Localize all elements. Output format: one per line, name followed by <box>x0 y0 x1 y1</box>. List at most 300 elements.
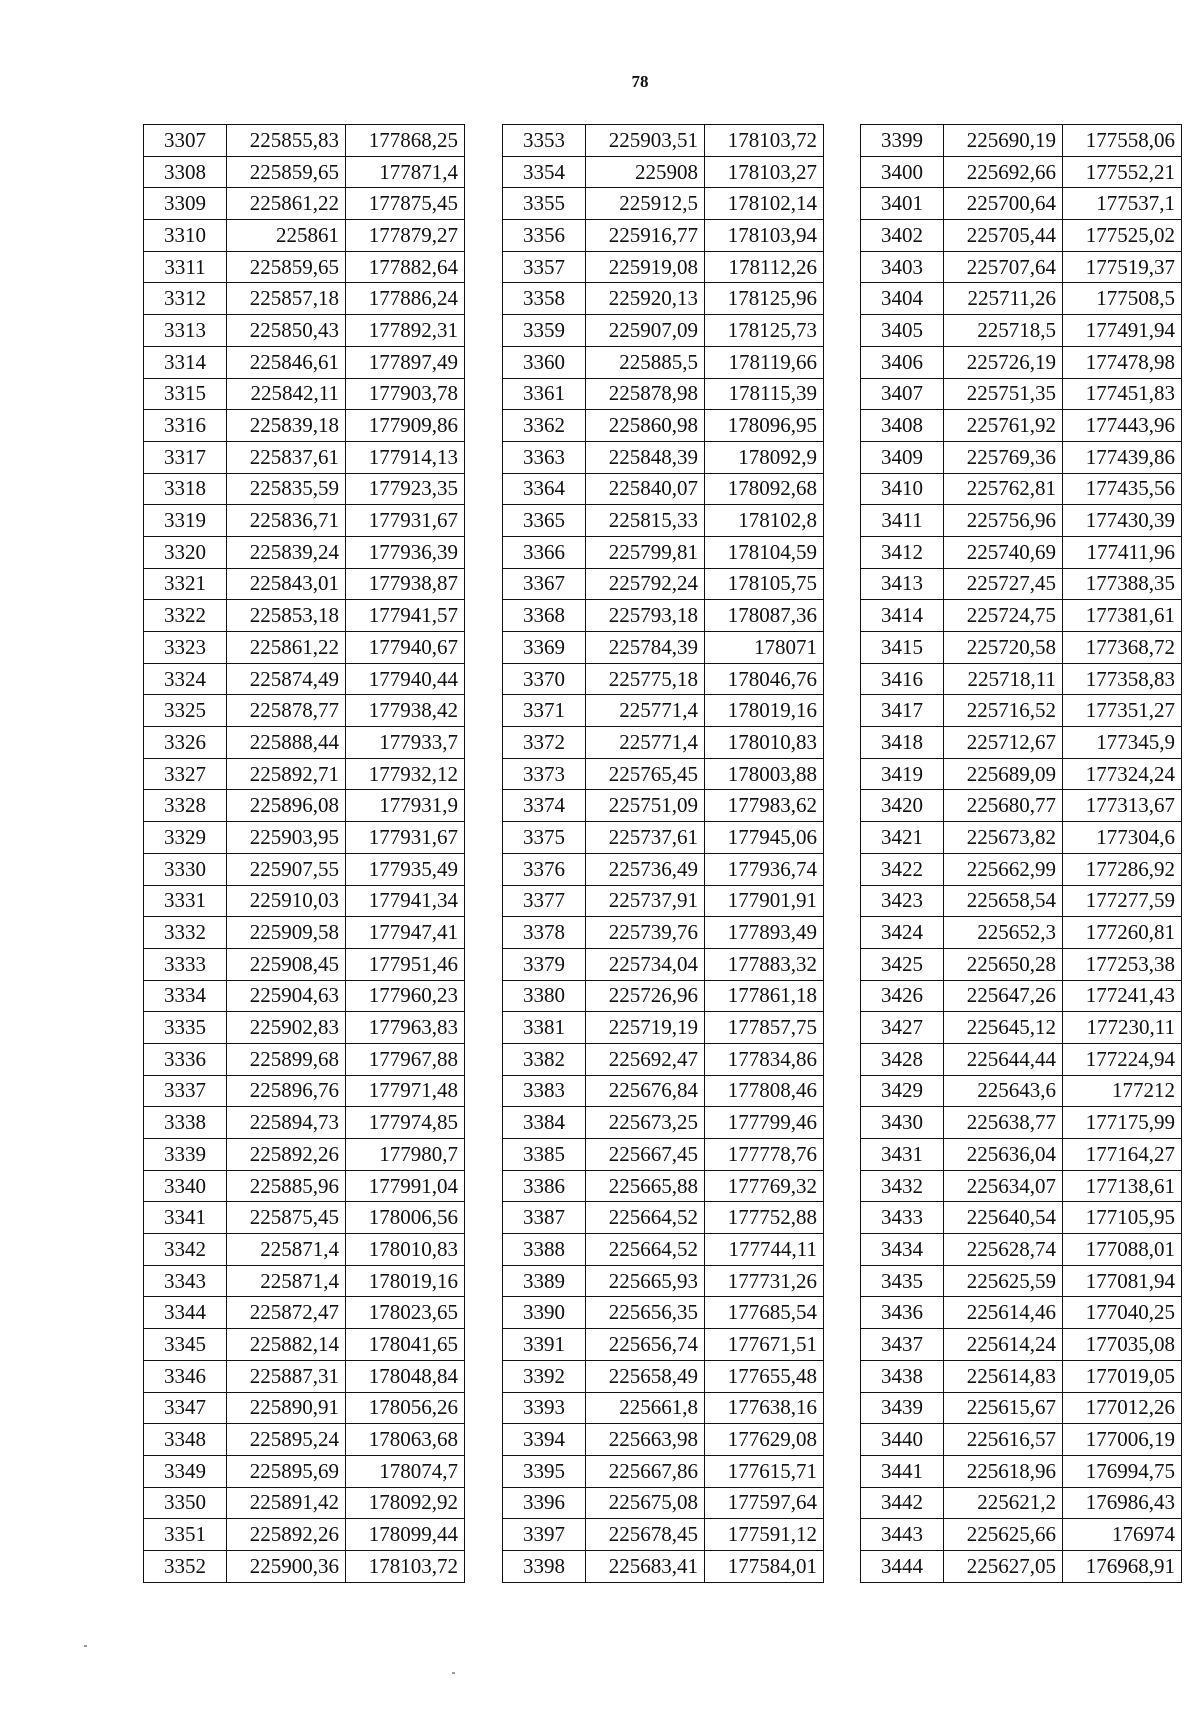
x-coordinate-cell: 225614,24 <box>944 1329 1063 1361</box>
y-coordinate-cell: 178104,59 <box>705 536 824 568</box>
y-coordinate-cell: 177882,64 <box>346 251 465 283</box>
point-number-cell: 3406 <box>861 346 944 378</box>
x-coordinate-cell: 225891,42 <box>227 1487 346 1519</box>
y-coordinate-cell: 177941,34 <box>346 885 465 917</box>
y-coordinate-cell: 177019,05 <box>1063 1360 1182 1392</box>
point-number-cell: 3424 <box>861 917 944 949</box>
table-row <box>861 822 1182 854</box>
y-coordinate-cell: 177175,99 <box>1063 1107 1182 1139</box>
y-coordinate-cell: 177552,21 <box>1063 156 1182 188</box>
point-number-cell: 3379 <box>503 948 586 980</box>
y-coordinate-cell: 178092,68 <box>705 473 824 505</box>
point-number-cell: 3321 <box>144 568 227 600</box>
point-number-cell: 3407 <box>861 378 944 410</box>
y-coordinate-cell: 177537,1 <box>1063 188 1182 220</box>
point-number-cell: 3326 <box>144 727 227 759</box>
table-row <box>144 1297 465 1329</box>
y-coordinate-cell: 178046,76 <box>705 663 824 695</box>
x-coordinate-cell: 225861,22 <box>227 632 346 664</box>
point-number-cell: 3422 <box>861 853 944 885</box>
point-number-cell: 3362 <box>503 410 586 442</box>
x-coordinate-cell: 225663,98 <box>586 1424 705 1456</box>
x-coordinate-cell: 225903,95 <box>227 822 346 854</box>
x-coordinate-cell: 225616,57 <box>944 1424 1063 1456</box>
x-coordinate-cell: 225718,11 <box>944 663 1063 695</box>
y-coordinate-cell: 178125,96 <box>705 283 824 315</box>
point-number-cell: 3388 <box>503 1234 586 1266</box>
point-number-cell: 3339 <box>144 1139 227 1171</box>
point-number-cell: 3420 <box>861 790 944 822</box>
y-coordinate-cell: 178003,88 <box>705 758 824 790</box>
x-coordinate-cell: 225848,39 <box>586 441 705 473</box>
table-row <box>503 632 824 664</box>
y-coordinate-cell: 178019,16 <box>705 695 824 727</box>
x-coordinate-cell: 225895,69 <box>227 1455 346 1487</box>
x-coordinate-cell: 225661,8 <box>586 1392 705 1424</box>
table-row <box>144 1043 465 1075</box>
y-coordinate-cell: 177138,61 <box>1063 1170 1182 1202</box>
x-coordinate-cell: 225837,61 <box>227 441 346 473</box>
table-row <box>861 410 1182 442</box>
table-row <box>861 758 1182 790</box>
point-number-cell: 3426 <box>861 980 944 1012</box>
table-row <box>144 568 465 600</box>
table-row <box>144 1265 465 1297</box>
y-coordinate-cell: 178096,95 <box>705 410 824 442</box>
table-row <box>861 1202 1182 1234</box>
y-coordinate-cell: 178023,65 <box>346 1297 465 1329</box>
y-coordinate-cell: 178115,39 <box>705 378 824 410</box>
point-number-cell: 3400 <box>861 156 944 188</box>
point-number-cell: 3365 <box>503 505 586 537</box>
x-coordinate-cell: 225896,76 <box>227 1075 346 1107</box>
point-number-cell: 3359 <box>503 315 586 347</box>
table-row <box>861 1012 1182 1044</box>
point-number-cell: 3307 <box>144 125 227 157</box>
x-coordinate-cell: 225719,19 <box>586 1012 705 1044</box>
y-coordinate-cell: 177947,41 <box>346 917 465 949</box>
table-row <box>144 822 465 854</box>
y-coordinate-cell: 178087,36 <box>705 600 824 632</box>
point-number-cell: 3349 <box>144 1455 227 1487</box>
x-coordinate-cell: 225892,26 <box>227 1519 346 1551</box>
y-coordinate-cell: 177164,27 <box>1063 1139 1182 1171</box>
table-row <box>144 283 465 315</box>
point-number-cell: 3390 <box>503 1297 586 1329</box>
y-coordinate-cell: 177358,83 <box>1063 663 1182 695</box>
table-row <box>503 1329 824 1361</box>
x-coordinate-cell: 225761,92 <box>944 410 1063 442</box>
x-coordinate-cell: 225736,49 <box>586 853 705 885</box>
y-coordinate-cell: 177974,85 <box>346 1107 465 1139</box>
x-coordinate-cell: 225724,75 <box>944 600 1063 632</box>
table-row <box>503 1234 824 1266</box>
table-row <box>861 441 1182 473</box>
point-number-cell: 3421 <box>861 822 944 854</box>
table-row <box>144 410 465 442</box>
y-coordinate-cell: 177351,27 <box>1063 695 1182 727</box>
x-coordinate-cell: 225705,44 <box>944 220 1063 252</box>
point-number-cell: 3335 <box>144 1012 227 1044</box>
y-coordinate-cell: 178048,84 <box>346 1360 465 1392</box>
table-row <box>144 1329 465 1361</box>
x-coordinate-cell: 225888,44 <box>227 727 346 759</box>
y-coordinate-cell: 177778,76 <box>705 1139 824 1171</box>
y-coordinate-cell: 177903,78 <box>346 378 465 410</box>
table-row <box>861 378 1182 410</box>
point-number-cell: 3442 <box>861 1487 944 1519</box>
y-coordinate-cell: 178092,9 <box>705 441 824 473</box>
point-number-cell: 3432 <box>861 1170 944 1202</box>
point-number-cell: 3443 <box>861 1519 944 1551</box>
x-coordinate-cell: 225860,98 <box>586 410 705 442</box>
y-coordinate-cell: 178103,27 <box>705 156 824 188</box>
point-number-cell: 3405 <box>861 315 944 347</box>
y-coordinate-cell: 178006,56 <box>346 1202 465 1234</box>
y-coordinate-cell: 177638,16 <box>705 1392 824 1424</box>
y-coordinate-cell: 177960,23 <box>346 980 465 1012</box>
y-coordinate-cell: 177451,83 <box>1063 378 1182 410</box>
x-coordinate-cell: 225857,18 <box>227 283 346 315</box>
y-coordinate-cell: 178105,75 <box>705 568 824 600</box>
x-coordinate-cell: 225900,36 <box>227 1550 346 1582</box>
table-row <box>144 727 465 759</box>
table-row <box>503 378 824 410</box>
x-coordinate-cell: 225627,05 <box>944 1550 1063 1582</box>
y-coordinate-cell: 177744,11 <box>705 1234 824 1266</box>
point-number-cell: 3364 <box>503 473 586 505</box>
point-number-cell: 3368 <box>503 600 586 632</box>
point-number-cell: 3351 <box>144 1519 227 1551</box>
x-coordinate-cell: 225625,59 <box>944 1265 1063 1297</box>
x-coordinate-cell: 225673,25 <box>586 1107 705 1139</box>
x-coordinate-cell: 225839,24 <box>227 536 346 568</box>
point-number-cell: 3346 <box>144 1360 227 1392</box>
y-coordinate-cell: 177879,27 <box>346 220 465 252</box>
table-row <box>861 568 1182 600</box>
table-row <box>861 1297 1182 1329</box>
y-coordinate-cell: 177868,25 <box>346 125 465 157</box>
y-coordinate-cell: 177685,54 <box>705 1297 824 1329</box>
x-coordinate-cell: 225751,35 <box>944 378 1063 410</box>
point-number-cell: 3357 <box>503 251 586 283</box>
x-coordinate-cell: 225910,03 <box>227 885 346 917</box>
point-number-cell: 3375 <box>503 822 586 854</box>
x-coordinate-cell: 225718,5 <box>944 315 1063 347</box>
y-coordinate-cell: 177799,46 <box>705 1107 824 1139</box>
y-coordinate-cell: 178041,65 <box>346 1329 465 1361</box>
point-number-cell: 3330 <box>144 853 227 885</box>
point-number-cell: 3440 <box>861 1424 944 1456</box>
table-row <box>144 695 465 727</box>
table-row <box>144 1550 465 1582</box>
table-row <box>861 663 1182 695</box>
point-number-cell: 3435 <box>861 1265 944 1297</box>
x-coordinate-cell: 225664,52 <box>586 1202 705 1234</box>
point-number-cell: 3423 <box>861 885 944 917</box>
y-coordinate-cell: 177035,08 <box>1063 1329 1182 1361</box>
y-coordinate-cell: 177938,87 <box>346 568 465 600</box>
table-row <box>144 1360 465 1392</box>
table-row <box>503 1424 824 1456</box>
point-number-cell: 3414 <box>861 600 944 632</box>
table-row <box>861 727 1182 759</box>
point-number-cell: 3415 <box>861 632 944 664</box>
point-number-cell: 3427 <box>861 1012 944 1044</box>
y-coordinate-cell: 177971,48 <box>346 1075 465 1107</box>
x-coordinate-cell: 225793,18 <box>586 600 705 632</box>
point-number-cell: 3332 <box>144 917 227 949</box>
y-coordinate-cell: 177304,6 <box>1063 822 1182 854</box>
table-row <box>144 790 465 822</box>
point-number-cell: 3370 <box>503 663 586 695</box>
y-coordinate-cell: 176986,43 <box>1063 1487 1182 1519</box>
point-number-cell: 3348 <box>144 1424 227 1456</box>
y-coordinate-cell: 177508,5 <box>1063 283 1182 315</box>
x-coordinate-cell: 225615,67 <box>944 1392 1063 1424</box>
x-coordinate-cell: 225690,19 <box>944 125 1063 157</box>
x-coordinate-cell: 225892,26 <box>227 1139 346 1171</box>
x-coordinate-cell: 225771,4 <box>586 695 705 727</box>
y-coordinate-cell: 178010,83 <box>346 1234 465 1266</box>
point-number-cell: 3430 <box>861 1107 944 1139</box>
table-row <box>144 505 465 537</box>
table-row <box>144 600 465 632</box>
x-coordinate-cell: 225890,91 <box>227 1392 346 1424</box>
point-number-cell: 3313 <box>144 315 227 347</box>
x-coordinate-cell: 225621,2 <box>944 1487 1063 1519</box>
x-coordinate-cell: 225665,93 <box>586 1265 705 1297</box>
x-coordinate-cell: 225700,64 <box>944 188 1063 220</box>
x-coordinate-cell: 225859,65 <box>227 156 346 188</box>
x-coordinate-cell: 225861 <box>227 220 346 252</box>
table-row <box>503 220 824 252</box>
x-coordinate-cell: 225909,58 <box>227 917 346 949</box>
x-coordinate-cell: 225740,69 <box>944 536 1063 568</box>
coordinates-table-1 <box>143 124 465 1583</box>
x-coordinate-cell: 225859,65 <box>227 251 346 283</box>
table-row <box>503 1012 824 1044</box>
y-coordinate-cell: 177478,98 <box>1063 346 1182 378</box>
table-row <box>861 1519 1182 1551</box>
x-coordinate-cell: 225644,44 <box>944 1043 1063 1075</box>
x-coordinate-cell: 225667,86 <box>586 1455 705 1487</box>
y-coordinate-cell: 177006,19 <box>1063 1424 1182 1456</box>
x-coordinate-cell: 225912,5 <box>586 188 705 220</box>
y-coordinate-cell: 177886,24 <box>346 283 465 315</box>
coordinates-table-3 <box>860 124 1182 1583</box>
x-coordinate-cell: 225628,74 <box>944 1234 1063 1266</box>
x-coordinate-cell: 225680,77 <box>944 790 1063 822</box>
point-number-cell: 3371 <box>503 695 586 727</box>
x-coordinate-cell: 225855,83 <box>227 125 346 157</box>
point-number-cell: 3441 <box>861 1455 944 1487</box>
y-coordinate-cell: 177081,94 <box>1063 1265 1182 1297</box>
scan-speck <box>84 1645 87 1647</box>
table-row <box>144 1075 465 1107</box>
point-number-cell: 3312 <box>144 283 227 315</box>
point-number-cell: 3309 <box>144 188 227 220</box>
y-coordinate-cell: 177558,06 <box>1063 125 1182 157</box>
y-coordinate-cell: 178119,66 <box>705 346 824 378</box>
point-number-cell: 3344 <box>144 1297 227 1329</box>
point-number-cell: 3382 <box>503 1043 586 1075</box>
table-row <box>144 251 465 283</box>
x-coordinate-cell: 225872,47 <box>227 1297 346 1329</box>
point-number-cell: 3367 <box>503 568 586 600</box>
point-number-cell: 3331 <box>144 885 227 917</box>
y-coordinate-cell: 178112,26 <box>705 251 824 283</box>
y-coordinate-cell: 178125,73 <box>705 315 824 347</box>
table-row <box>861 980 1182 1012</box>
point-number-cell: 3428 <box>861 1043 944 1075</box>
table-row <box>144 315 465 347</box>
x-coordinate-cell: 225916,77 <box>586 220 705 252</box>
table-row <box>861 695 1182 727</box>
table-row <box>144 1107 465 1139</box>
y-coordinate-cell: 177931,9 <box>346 790 465 822</box>
x-coordinate-cell: 225667,45 <box>586 1139 705 1171</box>
x-coordinate-cell: 225861,22 <box>227 188 346 220</box>
x-coordinate-cell: 225892,71 <box>227 758 346 790</box>
point-number-cell: 3355 <box>503 188 586 220</box>
x-coordinate-cell: 225737,61 <box>586 822 705 854</box>
y-coordinate-cell: 177345,9 <box>1063 727 1182 759</box>
table-row <box>144 758 465 790</box>
x-coordinate-cell: 225675,08 <box>586 1487 705 1519</box>
table-row <box>861 1265 1182 1297</box>
y-coordinate-cell: 178103,94 <box>705 220 824 252</box>
y-coordinate-cell: 177933,7 <box>346 727 465 759</box>
point-number-cell: 3343 <box>144 1265 227 1297</box>
y-coordinate-cell: 177731,26 <box>705 1265 824 1297</box>
point-number-cell: 3347 <box>144 1392 227 1424</box>
table-row <box>503 1139 824 1171</box>
x-coordinate-cell: 225720,58 <box>944 632 1063 664</box>
table-row <box>144 536 465 568</box>
point-number-cell: 3381 <box>503 1012 586 1044</box>
point-number-cell: 3389 <box>503 1265 586 1297</box>
point-number-cell: 3433 <box>861 1202 944 1234</box>
table-row <box>503 1455 824 1487</box>
table-row <box>503 758 824 790</box>
point-number-cell: 3377 <box>503 885 586 917</box>
y-coordinate-cell: 177967,88 <box>346 1043 465 1075</box>
y-coordinate-cell: 177435,56 <box>1063 473 1182 505</box>
table-row <box>503 1170 824 1202</box>
y-coordinate-cell: 177519,37 <box>1063 251 1182 283</box>
x-coordinate-cell: 225643,6 <box>944 1075 1063 1107</box>
x-coordinate-cell: 225895,24 <box>227 1424 346 1456</box>
table-row <box>503 283 824 315</box>
x-coordinate-cell: 225665,88 <box>586 1170 705 1202</box>
point-number-cell: 3334 <box>144 980 227 1012</box>
point-number-cell: 3340 <box>144 1170 227 1202</box>
table-row <box>861 505 1182 537</box>
y-coordinate-cell: 177430,39 <box>1063 505 1182 537</box>
y-coordinate-cell: 176994,75 <box>1063 1455 1182 1487</box>
y-coordinate-cell: 177040,25 <box>1063 1297 1182 1329</box>
table-row <box>861 188 1182 220</box>
table-row <box>144 378 465 410</box>
x-coordinate-cell: 225839,18 <box>227 410 346 442</box>
x-coordinate-cell: 225656,74 <box>586 1329 705 1361</box>
y-coordinate-cell: 177909,86 <box>346 410 465 442</box>
x-coordinate-cell: 225727,45 <box>944 568 1063 600</box>
point-number-cell: 3434 <box>861 1234 944 1266</box>
point-number-cell: 3373 <box>503 758 586 790</box>
y-coordinate-cell: 177388,35 <box>1063 568 1182 600</box>
y-coordinate-cell: 177901,91 <box>705 885 824 917</box>
table-row <box>503 727 824 759</box>
y-coordinate-cell: 177923,35 <box>346 473 465 505</box>
y-coordinate-cell: 177834,86 <box>705 1043 824 1075</box>
scan-speck <box>452 1672 455 1674</box>
y-coordinate-cell: 177277,59 <box>1063 885 1182 917</box>
x-coordinate-cell: 225689,09 <box>944 758 1063 790</box>
y-coordinate-cell: 177931,67 <box>346 822 465 854</box>
y-coordinate-cell: 177615,71 <box>705 1455 824 1487</box>
y-coordinate-cell: 177088,01 <box>1063 1234 1182 1266</box>
x-coordinate-cell: 225625,66 <box>944 1519 1063 1551</box>
x-coordinate-cell: 225846,61 <box>227 346 346 378</box>
point-number-cell: 3444 <box>861 1550 944 1582</box>
y-coordinate-cell: 177945,06 <box>705 822 824 854</box>
y-coordinate-cell: 178019,16 <box>346 1265 465 1297</box>
x-coordinate-cell: 225658,54 <box>944 885 1063 917</box>
point-number-cell: 3308 <box>144 156 227 188</box>
y-coordinate-cell: 177671,51 <box>705 1329 824 1361</box>
table-row <box>861 346 1182 378</box>
point-number-cell: 3369 <box>503 632 586 664</box>
x-coordinate-cell: 225896,08 <box>227 790 346 822</box>
x-coordinate-cell: 225658,49 <box>586 1360 705 1392</box>
x-coordinate-cell: 225726,96 <box>586 980 705 1012</box>
table-row <box>861 1550 1182 1582</box>
y-coordinate-cell: 177941,57 <box>346 600 465 632</box>
table-row <box>144 1012 465 1044</box>
table-row <box>503 948 824 980</box>
x-coordinate-cell: 225792,24 <box>586 568 705 600</box>
x-coordinate-cell: 225762,81 <box>944 473 1063 505</box>
y-coordinate-cell: 177381,61 <box>1063 600 1182 632</box>
x-coordinate-cell: 225711,26 <box>944 283 1063 315</box>
y-coordinate-cell: 177212 <box>1063 1075 1182 1107</box>
point-number-cell: 3412 <box>861 536 944 568</box>
table-row <box>503 1202 824 1234</box>
x-coordinate-cell: 225902,83 <box>227 1012 346 1044</box>
table-row <box>861 1107 1182 1139</box>
table-row <box>503 1075 824 1107</box>
x-coordinate-cell: 225907,09 <box>586 315 705 347</box>
table-row <box>861 632 1182 664</box>
point-number-cell: 3324 <box>144 663 227 695</box>
x-coordinate-cell: 225885,96 <box>227 1170 346 1202</box>
point-number-cell: 3395 <box>503 1455 586 1487</box>
y-coordinate-cell: 178099,44 <box>346 1519 465 1551</box>
x-coordinate-cell: 225853,18 <box>227 600 346 632</box>
table-row <box>861 220 1182 252</box>
table-row <box>861 1487 1182 1519</box>
table-row <box>144 632 465 664</box>
table-row <box>503 822 824 854</box>
point-number-cell: 3394 <box>503 1424 586 1456</box>
y-coordinate-cell: 177491,94 <box>1063 315 1182 347</box>
table-row <box>144 1139 465 1171</box>
x-coordinate-cell: 225726,19 <box>944 346 1063 378</box>
y-coordinate-cell: 178103,72 <box>705 125 824 157</box>
table-row <box>144 948 465 980</box>
